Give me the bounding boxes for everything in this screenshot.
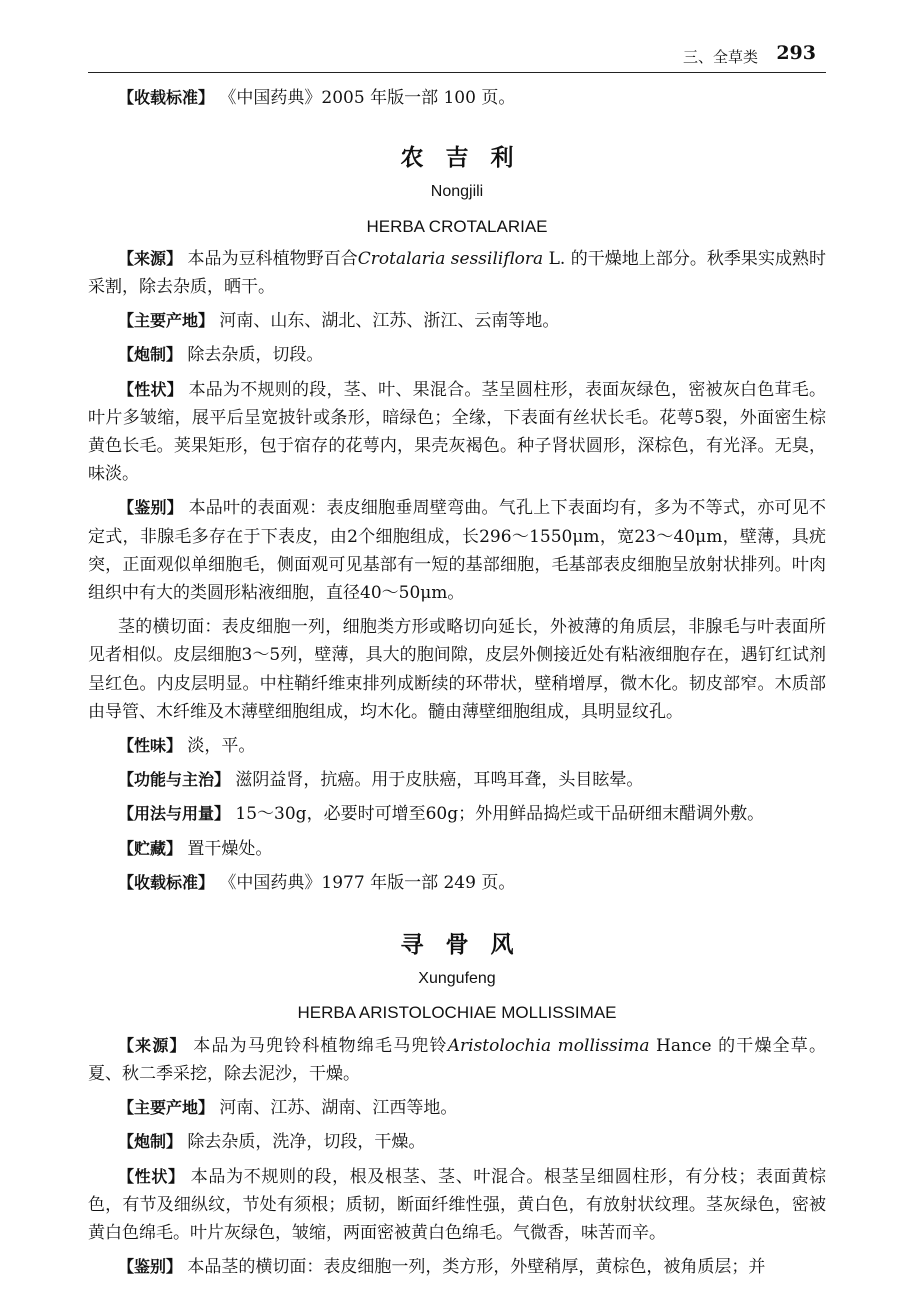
text: 河南、江苏、湖南、江西等地。: [219, 1098, 458, 1119]
text: Hance 的干燥全草。夏、秋二季采挖，除去泥沙，干燥。: [88, 1035, 826, 1084]
text: 河南、山东、湖北、江苏、浙江、云南等地。: [219, 311, 560, 332]
entry-nongjili: [88, 144, 826, 897]
label: 【贮藏】: [118, 838, 183, 858]
label: 【来源】: [118, 1035, 187, 1055]
standard-paragraph: [88, 869, 826, 897]
label: 【主要产地】: [118, 311, 215, 331]
entry-title-latin: HERBA CROTALARIAE: [366, 216, 548, 236]
text: 15～30g，必要时可增至60g；外用鲜品捣烂或干品研细末醋调外敷。: [235, 804, 765, 825]
text: L. 的干燥地上部分。秋季果实成熟时采割，除去杂质，晒干。: [88, 248, 827, 298]
text: 本品为不规则的段，茎、叶、果混合。茎呈圆柱形，表面灰绿色，密被灰白色茸毛。叶片多皱缩，展平后呈宽披针或条形，暗绿色；全缘，下表面有丝状长毛。花萼5裂，外面密生棕黄色长毛。荚果矩形，包于宿存的花萼内，果壳灰褐色。种子肾状圆形，深棕色，有光泽。无臭，味淡。: [88, 379, 826, 485]
stem-section-paragraph: 茎的横切面：表皮细胞一列，细胞类方形或略切向延长，外被薄的角质层，非腺毛与叶表面所见者相似。皮层细胞3～5列，壁薄，具大的胞间隙，皮层外侧接近处有粘液细胞存在，遇钉红试剂呈红色。内皮层明显。中柱鞘纤维束排列成断续的环带状，壁稍增厚，微木化。韧皮部窄。木质部由导管、木纤维及木薄壁细胞组成，均木化。髓由薄壁细胞组成，具明显纹孔。: [88, 617, 826, 722]
label: 【性状】: [118, 1166, 185, 1186]
page-number: 293: [776, 42, 816, 64]
origin-paragraph: [88, 307, 826, 335]
entry-title-cn: 农吉利: [400, 145, 536, 172]
character-paragraph: [88, 376, 826, 489]
prev-standard: [88, 84, 826, 112]
entry-title-latin: HERBA ARISTOLOCHIAE MOLLISSIMAE: [297, 1003, 617, 1023]
source-paragraph: [88, 1032, 826, 1088]
text: 本品叶的表面观：表皮细胞垂周壁弯曲。气孔上下表面均有，多为不等式，亦可见不定式，非腺毛多存在于下表皮，由2个细胞组成，长296～1550μm，宽23～40μm，壁薄，具疣突，正面观似单细胞毛，侧面观可见基部有一短的基部细胞，毛基部表皮细胞呈放射状排列。叶肉组织中有大的类圆形粘液细胞，直径40～50μm。: [88, 498, 826, 604]
latin-name: Crotalaria sessiliflora: [357, 248, 544, 269]
text: 本品茎的横切面：表皮细胞一列，类方形，外壁稍厚，黄棕色，被角质层；并: [187, 1257, 766, 1278]
text: 置干燥处。: [187, 838, 273, 859]
text: 淡，平。: [187, 736, 256, 757]
storage-paragraph: [88, 835, 826, 863]
label: 【用法与用量】: [118, 804, 231, 824]
label: 【鉴别】: [118, 498, 183, 518]
label: 【收载标准】: [118, 872, 215, 892]
text: 《中国药典》2005 年版一部 100 页。: [219, 88, 516, 108]
text: 本品为不规则的段，根及根茎、茎、叶混合。根茎呈细圆柱形，有分枝；表面黄棕色，有节及细纵纹，节处有须根；质韧，断面纤维性强，黄白色，有放射状纹理。茎灰绿色，密被黄白色绵毛。叶片灰绿色，皱缩，两面密被黄白色绵毛。气微香，味苦而辛。: [88, 1166, 827, 1243]
label: 【炮制】: [118, 345, 183, 365]
entry-xungufeng: [88, 931, 826, 1281]
origin-paragraph: [88, 1094, 826, 1122]
identification-paragraph: [88, 1253, 826, 1281]
entry-title-pinyin: Xungufeng: [418, 970, 496, 988]
label: 【性味】: [118, 736, 183, 756]
label: 【炮制】: [118, 1132, 183, 1152]
text: 滋阴益肾，抗癌。用于皮肤癌，耳鸣耳聋，头目眩晕。: [235, 770, 644, 791]
label: 【鉴别】: [118, 1257, 183, 1277]
character-paragraph: [88, 1163, 826, 1248]
taste-paragraph: [88, 732, 826, 760]
text: 本品为豆科植物野百合: [187, 248, 358, 269]
text: 除去杂质，切段。: [187, 345, 324, 366]
process-paragraph: [88, 1128, 826, 1156]
latin-name: Aristolochia mollissima: [447, 1035, 650, 1056]
source-paragraph: [88, 245, 826, 301]
label: 【主要产地】: [118, 1098, 215, 1118]
label: 【来源】: [118, 248, 183, 268]
text: 《中国药典》1977 年版一部 249 页。: [219, 872, 516, 893]
entry-title-pinyin: Nongjili: [430, 183, 484, 201]
label: 【性状】: [118, 379, 183, 399]
text: 本品为马兜铃科植物绵毛马兜铃: [193, 1035, 448, 1056]
identification-paragraph: [88, 494, 826, 607]
header-rule: [88, 72, 826, 73]
label: 【收载标准】: [118, 88, 215, 107]
function-paragraph: [88, 766, 826, 794]
usage-paragraph: [88, 800, 826, 828]
running-header-section: 三、全草类: [682, 48, 758, 66]
text: 除去杂质，洗净，切段，干燥。: [187, 1132, 426, 1153]
entry-title-cn: 寻骨风: [400, 932, 536, 959]
page-body: [88, 84, 826, 1281]
page-header: [0, 0, 908, 78]
process-paragraph: [88, 341, 826, 369]
label: 【功能与主治】: [118, 770, 231, 790]
